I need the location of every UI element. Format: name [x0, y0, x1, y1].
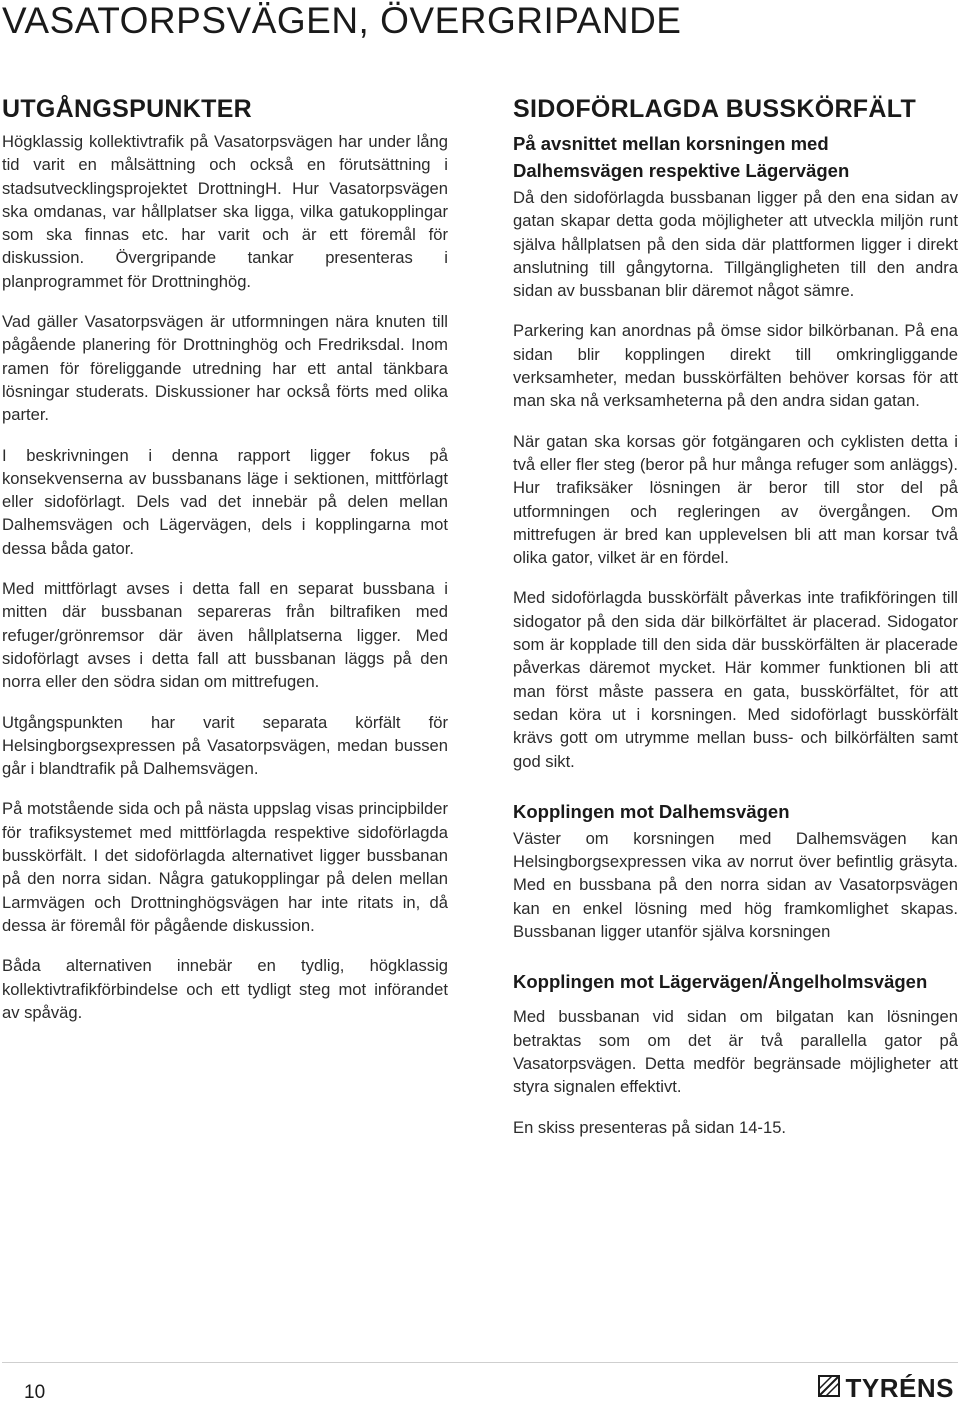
section-heading-utgangspunkter: UTGÅNGSPUNKTER	[2, 95, 253, 123]
tyrens-logo-text: TYRÉNS	[845, 1373, 954, 1403]
subheading-avsnittet: På avsnittet mellan korsningen med Dalhemsvägen respektive Lägervägen	[513, 133, 850, 181]
left-paragraph-1: Högklassig kollektivtrafik på Vasatorpsvägen har under lång tid varit en målsättning och också en förutsättning i stadsutvecklingsprojektet DrottningH. Hur Vasatorpsvägen ska omdanas, var hållplatser ska ligga, vilka gatukopplingar som ska finnas etc. har varit och är ett föremål för diskussion. Övergripande tankar presenteras i planprogrammet för Drottninghög.	[2, 132, 448, 291]
right-paragraph-3: När gatan ska korsas gör fotgängaren och cyklisten detta i två eller fler steg (beror på hur många refuger som anläggs). Hur trafiksäker lösningen är beror till stor del på utformningen och regleringen av övergången. Om mittrefugen är bred kan upplevelsen bli att man korsar två olika gator, vilket är en fördel.	[513, 431, 958, 568]
right-paragraph-7: En skiss presenteras på sidan 14-15.	[513, 1117, 787, 1137]
left-paragraph-4: Med mittförlagt avses i detta fall en separat bussbana i mitten där bussbanan separeras från biltrafiken med refuger/grönremsor där även hållplatserna ligger. Med sidoförlagt avses i detta fall att bussbanan läggs på den norra eller den södra sidan om mittrefugen.	[2, 579, 448, 692]
right-paragraph-4: Med sidoförlagda busskörfält påverkas inte trafikföringen till sidogator på den sida där bilkörfältet är placerad. Sidogator som är kopplade till den sida där busskörfälten är placerade påverkas däremot mycket. Här kommer funktionen bli att man först måste passera en gata, busskörfältet, för att sedan köra ut i korsningen. Med sidoförlagt busskörfält krävs gott om utrymme mellan buss- och bilkörfälten samt god sikt.	[513, 588, 958, 771]
left-paragraph-7: Båda alternativen innebär en tydlig, högklassig kollektivtrafikförbindelse och ett tydligt steg mot införandet av spåväg.	[2, 956, 448, 1022]
left-column	[2, 95, 448, 1033]
left-paragraph-5: Utgångspunkten har varit separata körfält för Helsingborgsexpressen på Vasatorpsvägen, medan bussen går i blandtrafik på Dalhemsvägen.	[2, 712, 448, 779]
right-paragraph-2: Parkering kan anordnas på ömse sidor bilkörbanan. På ena sidan blir kopplingen direkt till omkringliggande verksamheter, medan busskörfälten behöver korsas för att man ska nå verksamheterna på den andra sidan gatan.	[513, 321, 958, 411]
section-heading-sidoforlagda: SIDOFÖRLAGDA BUSSKÖRFÄLT	[513, 95, 917, 123]
tyrens-logo	[818, 1373, 954, 1404]
page-title: VASATORPSVÄGEN, ÖVERGRIPANDE	[2, 0, 682, 41]
left-paragraph-3: I beskrivningen i denna rapport ligger fokus på konsekvenserna av bussbanans läge i sektionen, mittförlagt eller sidoförlagt. Dels vad det innebär på delen mellan Dalhemsvägen och Lägervägen, dels i kopplingarna mot dessa båda gator.	[2, 445, 448, 558]
footer-divider	[2, 1362, 958, 1363]
right-paragraph-6: Med bussbanan vid sidan om bilgatan kan lösningen betraktas som om det är två parallella gator på Vasatorpsvägen. Detta medför begränsade möjligheter att styra signalen effektivt.	[513, 1007, 958, 1097]
right-column	[513, 95, 958, 1148]
subheading-dalhemsvagen: Kopplingen mot Dalhemsvägen	[513, 800, 790, 822]
subheading-lagervagen: Kopplingen mot Lägervägen/Ängelholmsvägen	[513, 971, 928, 993]
page-number: 10	[24, 1382, 46, 1403]
right-paragraph-1: Då den sidoförlagda bussbanan ligger på den ena sidan av gatan skapar detta goda möjligheter att utveckla miljön runt själva hållplatsen på den sida där plattformen ligger i direkt anslutning till gångytorna. Tillgängligheten till den andra sidan av bussbanan blir däremot något sämre.	[513, 188, 958, 301]
right-paragraph-5: Väster om korsningen med Dalhemsvägen kan Helsingborgsexpressen vika av norrut över befintlig gräsyta. Med en bussbana på den norra sidan av Vasatorpsvägen kan en enkel lösning med hög framkomlighet skapas. Bussbanan ligger utanför själva korsningen	[513, 828, 958, 942]
left-paragraph-2: Vad gäller Vasatorpsvägen är utformningen nära knuten till pågående planering för Drottninghög och Fredriksdal. Inom ramen för föreliggande utredning har ett antal tänkbara lösningar studerats. Diskussioner har också förts med olika parter.	[2, 312, 448, 425]
tyrens-logo-icon	[818, 1375, 840, 1402]
left-paragraph-6: På motstående sida och på nästa uppslag visas principbilder för trafiksystemet med mittförlagda respektive sidoförlagda busskörfält. I det sidoförlagda alternativet ligger bussbanan på den norra sidan. Några gatukopplingar på delen mellan Larmvägen och Drottninghögsvägen har inte ritats in, då dessa är föremål för pågående diskussion.	[2, 799, 448, 935]
